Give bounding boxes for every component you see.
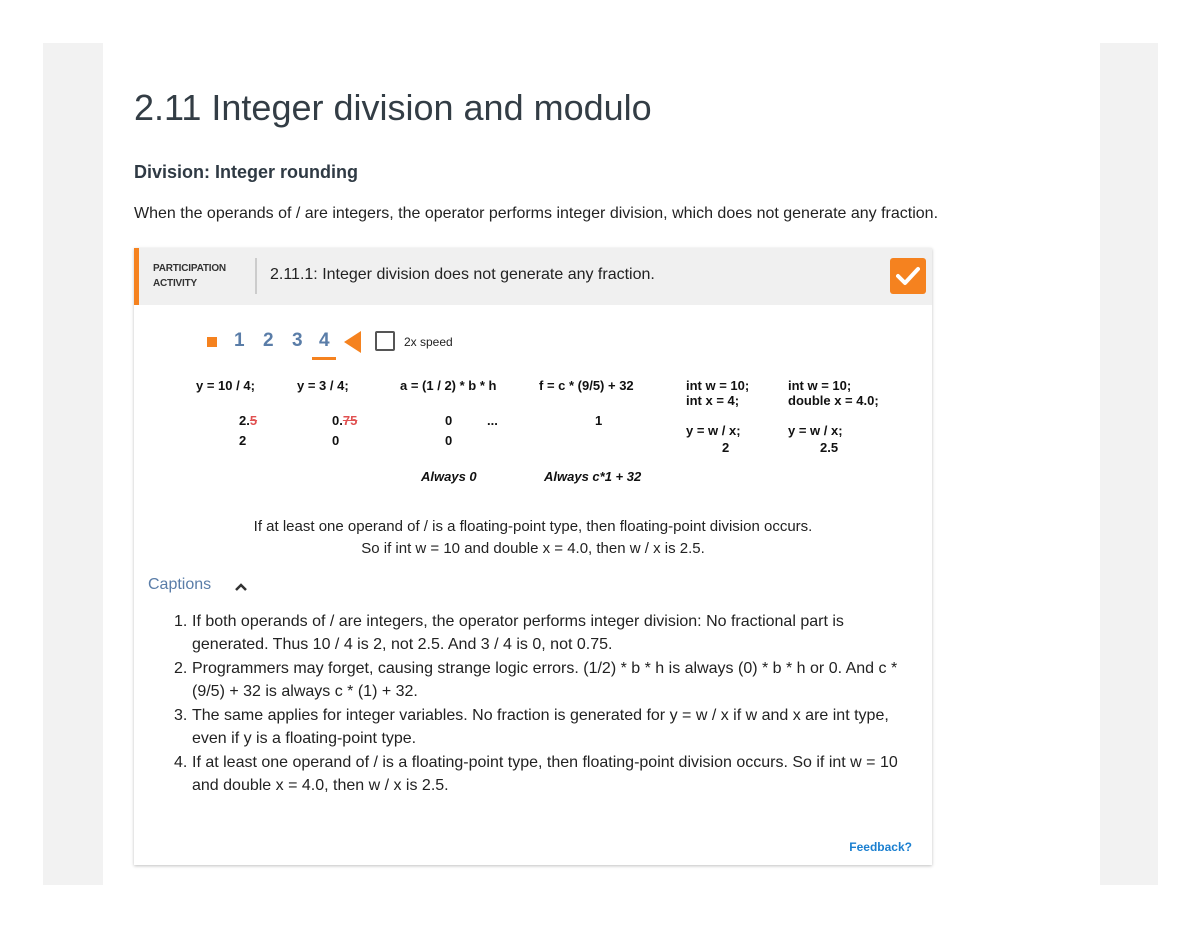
col2-float-dropped: 75 (342, 413, 358, 428)
right-gutter (1100, 43, 1158, 885)
col6-line2: double x = 4.0; (788, 393, 879, 408)
col2-result: 0 (332, 433, 340, 448)
col6-line3: y = w / x; (788, 423, 843, 438)
col3-note: Always 0 (421, 469, 477, 484)
play-back-icon[interactable] (344, 331, 361, 353)
feedback-link[interactable]: Feedback? (849, 840, 912, 854)
caption-text: The same applies for integer variables. No fraction is generated for y = w / x if w and x are int type, even if y is a floating-point type. (192, 707, 889, 747)
col1-result-float (239, 413, 257, 428)
activity-type-label (153, 261, 226, 291)
caption-text: Programmers may forget, causing strange logic errors. (1/2) * b * h is always (0) * b * h or 0. And c * (9/5) + 32 is always c * (1) + 32. (192, 660, 898, 700)
col2-result-float (332, 413, 357, 428)
caption-item (174, 657, 924, 703)
col6-result: 2.5 (820, 440, 839, 455)
col3-expr: a = (1 / 2) * b * h (400, 378, 497, 393)
chevron-up-icon[interactable] (234, 582, 248, 592)
intro-paragraph: When the operands of / are integers, the operator performs integer division, which does not generate any fraction. (134, 205, 939, 222)
step-1-button[interactable]: 1 (234, 330, 245, 351)
caption-number: 3. (174, 707, 188, 724)
page-title: 2.11 Integer division and modulo (134, 87, 652, 128)
col5-result: 2 (722, 440, 730, 455)
animation-caption-line1: If at least one operand of / is a floating-point type, then floating-point division occurs. (253, 518, 813, 535)
caption-item (174, 751, 924, 797)
col3-result-a: 0 (445, 413, 453, 428)
col1-float-int: 2. (239, 413, 250, 428)
speed-label: 2x speed (404, 335, 453, 349)
caption-item (174, 610, 924, 656)
col6-line1: int w = 10; (788, 378, 852, 393)
caption-item (174, 704, 924, 750)
col5-line2: int x = 4; (686, 393, 740, 408)
col3-dots: ... (487, 413, 498, 428)
col1-float-dropped: 5 (249, 413, 258, 428)
col4-expr: f = c * (9/5) + 32 (539, 378, 634, 393)
speed-checkbox[interactable] (375, 331, 395, 351)
col5-line1: int w = 10; (686, 378, 750, 393)
header-divider (255, 258, 257, 294)
col2-expr: y = 3 / 4; (297, 378, 349, 393)
animation-caption-line2: So if int w = 10 and double x = 4.0, then w / x is 2.5. (361, 540, 705, 557)
captions-list (174, 610, 924, 798)
animation-canvas (134, 378, 932, 508)
caption-number: 1. (174, 613, 188, 630)
activity-label-line1: PARTICIPATION (153, 263, 226, 274)
col1-expr: y = 10 / 4; (196, 378, 255, 393)
step-3-button[interactable]: 3 (292, 330, 303, 351)
content-area (104, 43, 1100, 885)
activity-label-line2: ACTIVITY (153, 278, 197, 289)
animation-controls (204, 328, 504, 358)
col2-float-int: 0. (332, 413, 343, 428)
captions-toggle[interactable]: Captions (148, 576, 212, 593)
left-gutter (43, 43, 103, 885)
caption-number: 4. (174, 754, 188, 771)
col4-note: Always c*1 + 32 (544, 469, 642, 484)
activity-title: 2.11.1: Integer division does not generate any fraction. (270, 266, 655, 283)
animation-caption (134, 516, 932, 560)
col3-result-b: 0 (445, 433, 453, 448)
step-4-button[interactable]: 4 (319, 330, 330, 351)
col5-line3: y = w / x; (686, 423, 741, 438)
stop-icon[interactable] (207, 337, 217, 347)
section-title: Division: Integer rounding (134, 162, 358, 182)
step-2-button[interactable]: 2 (263, 330, 274, 351)
col1-result: 2 (239, 433, 247, 448)
activity-header (134, 248, 932, 305)
completion-check-icon (890, 258, 926, 294)
caption-text: If both operands of / are integers, the operator performs integer division: No fractional part is generated. Thus 10 / 4 is 2, not 2.5. And 3 / 4 is 0, not 0.75. (192, 613, 844, 653)
caption-text: If at least one operand of / is a floating-point type, then floating-point division occurs. So if int w = 10 and double x = 4.0, then w / x is 2.5. (192, 754, 898, 794)
active-step-indicator (312, 357, 336, 360)
caption-number: 2. (174, 660, 188, 677)
participation-activity (134, 248, 932, 865)
col4-result: 1 (595, 413, 603, 428)
